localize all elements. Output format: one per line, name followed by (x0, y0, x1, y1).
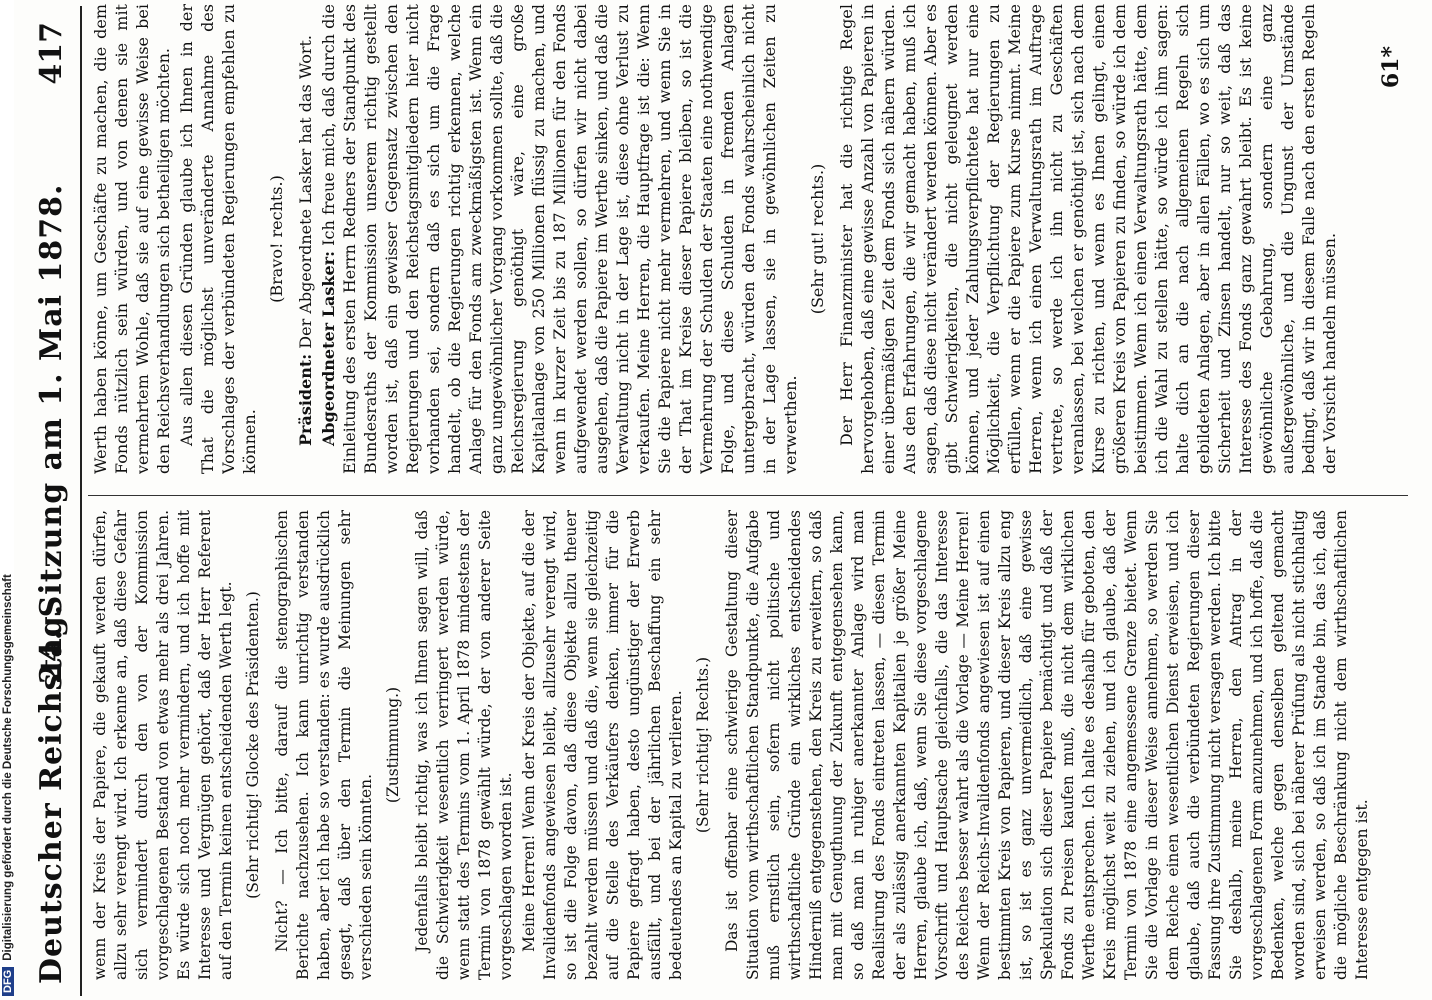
running-head (34, 18, 74, 984)
speaker-name: Präsident: (296, 353, 315, 446)
interjection-remark: (Sehr richtig! Rechts.) (694, 656, 712, 834)
rotated-document-page (16, 6, 1416, 996)
paragraph: Jedenfalls bleibt richtig, was ich Ihnen sagen will, daß die Schwierigkeit wesentlich verringert werden würde, wenn statt des Termins vom 1. April 1878 mindestens der Termin von 1878 gewählt würde, der von anderer Seite vorgeschlagen worden ist. (413, 510, 515, 980)
signature-mark: 61* (1378, 46, 1404, 89)
paragraph: Der Herr Finanzminister hat die richtige Regel hervorgehoben, daß eine gewisse Anzahl von Papieren in einer übermäßigen Zeit dem Fonds sich nähern würden. Aus den Erfahrungen, die wir gemacht haben, muß ich sagen, daß diese nicht verändert werden können. Aber es gibt Schwierigkeiten, die nicht geleugnet werden können, und jeder Zahlungsverpflichtete hat nur eine Möglichkeit, die Verpflichtung der Regierungen zu erfüllen, wenn er die Papiere zum Kurse nimmt. Meine Herren, wenn ich einen Verwaltungsrath im Auftrage vertrete, so werde ich ihn nicht zu Geschäften veranlassen, bei welchen er genöthigt ist, sich nach dem Kurse zu richten, und wenn es Ihnen gelingt, einen größeren Kreis von Papieren zu finden, so würde ich dem beistimmen. Wenn ich einen Verwaltungsrath hätte, dem ich die Wahl zu stellen hätte, so würde ich ihm sagen: halte dich an die nach allgemeinen Regeln sich gebildeten Anlagen, aber in allen Fällen, wo es sich um Sicherheit und Zinsen handelt, nur so weit, daß das Interesse des Fonds ganz gewahrt bleibt. Es ist keine gewöhnliche Gebahrung, sondern eine ganz außergewöhnliche, und die Ungunst der Umstände bedingt, daß wir in diesem Falle nach den ersten Regeln der Vorsicht handeln müssen. (837, 4, 1339, 474)
left-column (90, 510, 1395, 980)
interjection-remark: (Sehr richtig! Glocke des Präsidenten.) (244, 591, 262, 899)
header-session: 24. Sitzung am 1. Mai 1878. (34, 183, 69, 684)
paragraph: Aus allen diesen Gründen glaube ich Ihnen in der That die möglichst unveränderte Annahme des Vorschlages der verbündeten Regierungen empfehlen zu können. (177, 4, 259, 474)
paragraph: Meine Herren! Wenn der Kreis der Objekte, auf die der Invalidenfonds angewiesen bleibt, allzusehr verengt wird, so ist die Folge davon, daß diese Objekte allzu theuer bezahlt werden müssen und daß die, wenn sie gleichzeitig auf die Stelle des Verkäufers denken, immer für die Papiere gefragt haben, desto ungünstiger der Erwerb ausfällt, und bei der jährlichen Beschaffung ein sehr bedeutendes an Kapital zu verlieren. (520, 510, 685, 980)
page-number: 417 (34, 22, 69, 85)
speech-text: Ich freue mich, daß durch die Einleitung des ersten Herrn Redners der Standpunkt des Bundesraths der Kommission unserem richtig gestellt worden ist, daß ein gewisser Gegensatz zwischen den Regierungen und den Reichstagsmitgliedern hier nicht vorhanden sei, sondern daß es sich um die Frage handelt, ob die Regierungen richtig erkennen, welche Anlage für den Fonds am zweckmäßigsten ist. Wenn ein ganz ungewöhnlicher Vorgang vorkommen sollte, daß die Reichsregierung genöthigt wäre, eine große Kapitalanlage von 250 Millionen flüssig zu machen, und wenn in kurzer Zeit bis zu 187 Millionen für den Fonds aufgewendet werden sollen, so dürfen wir nicht dabei ausgehen, daß die Papiere im Werthe sinken, und daß die Verwaltung nicht in der Lage ist, diese ohne Verlust zu verkaufen. Meine Herren, die Hauptfrage ist die: Wenn Sie die Papiere nicht mehr vermehren, und wenn Sie in der That im Kreise dieser Papiere bleiben, so ist die Vermehrung der Schulden der Staaten eine nothwendige Folge, und diese Schulden in fremden Anlagen untergebracht, würden den Fonds wahrscheinlich nicht in der Lage lassen, sie in gewöhnlichen Zeiten zu verwerthen. (319, 4, 800, 474)
dfg-logo: DFG (2, 967, 14, 996)
paragraph (318, 4, 801, 474)
paragraph: wenn der Kreis der Papiere, die gekauft werden dürfen, allzu sehr verengt wird. Ich erkenne an, daß diese Gefahr sich vermindert durch den von der Kommission vorgeschlagenen Bestand von etwas mehr als drei Jahren. Es würde sich noch mehr vermindern, und ich hoffe mit Interesse und Vergnügen gehört, daß der Herr Referent auf den Termin keinen entscheidenden Werth legt. (91, 510, 235, 980)
header-rule (80, 6, 82, 996)
interjection-remark: (Zustimmung.) (384, 686, 402, 804)
right-column (90, 4, 1395, 474)
paragraph: Das ist offenbar eine schwierige Gestaltung dieser Situation vom wirthschaftlichen Standpunkte, die Aufgabe muß ernstlich sein, sofern nicht politische und wirthschaftliche Gründe ein wirkliches entscheidendes Hinderniß entgegenstehen, den Kreis zu erweitern, so daß man mit Genugthuung der Zukunft entgegensehen kann, so daß man in ruhiger anerkannter Anlage wird man Realisirung des Fonds eintreten lassen, — diesen Termin der als zulässig anerkannten Kapitalien je größer Meine Herren, glaube ich, daß, wenn Sie diese vorgeschlagene Vorschrift und Hauptsache gleichfalls, die das Interesse des Reiches besser wahrt als die Vorlage — Meine Herren! Wenn der Reichs-Invalidenfonds angewiesen ist auf einen bestimmten Kreis von Papieren, und dieser Kreis allzu eng ist, so ist es ganz unvermeidlich, daß eine gewisse Spekulation sich dieser Papiere bemächtigt und daß der Fonds zu Preisen kaufen muß, die nicht dem wirklichen Werthe entsprechen. Ich halte es deshalb für geboten, den Kreis möglichst weit zu ziehen, und ich glaube, daß der Termin von 1878 eine angemessene Grenze bietet. Wenn Sie die Vorlage in dieser Weise annehmen, so werden Sie dem Reiche einen wesentlichen Dienst erweisen, und ich glaube, daß auch die verbündeten Regierungen dieser Fassung ihre Zustimmung nicht versagen werden. Ich bitte Sie deshalb, meine Herren, den Antrag in der vorgeschlagenen Form anzunehmen, und ich hoffe, daß die Bedenken, welche gegen denselben geltend gemacht worden sind, sich bei näherer Prüfung als nicht stichhaltig erweisen werden, so daß ich im Stande bin, das ich, daß die mögliche Beschränkung nicht dem wirthschaftlichen Interesse entgegen ist. (723, 510, 1371, 980)
digitization-note (2, 0, 14, 996)
digitization-credit: Digitalisierung gefördert durch die Deutsche Forschungsgemeinschaft (2, 574, 14, 961)
speaker-name: Abgeordneter Lasker: (319, 251, 338, 446)
header-publication: Deutscher Reichstag. (34, 603, 69, 984)
speech-text: Der Abgeordnete Lasker hat das Wort. (296, 35, 315, 349)
paragraph: Nicht? — Ich bitte, darauf die stenographischen Berichte nachzusehen. Ich kann unrichtig verstanden haben, aber ich habe so verstanden: es wurde ausdrücklich gesagt, daß über den Termin die Meinungen sehr verschieden sein könnten. (273, 510, 375, 980)
paragraph: Werth haben könne, um Geschäfte zu machen, die dem Fonds nützlich sein würden, und von denen sie mit vermehrtem Wohle, daß sie auf eine gewisse Weise bei den Reichsverhandlungen sich betheiligen möchten. (91, 4, 173, 474)
digitization-sidebar (0, 0, 14, 1000)
column-divider (88, 495, 1408, 496)
interjection-remark: (Sehr gut! rechts.) (808, 163, 827, 315)
interjection-remark: (Bravo! rechts.) (267, 175, 286, 303)
paragraph (295, 4, 316, 474)
